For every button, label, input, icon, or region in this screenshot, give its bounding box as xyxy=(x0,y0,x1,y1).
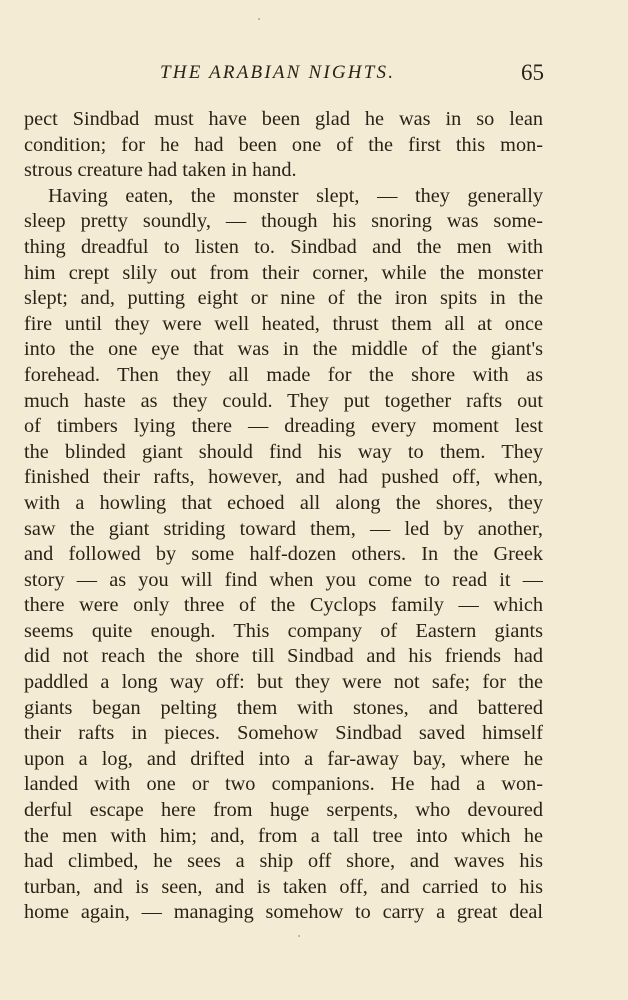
text-line: derful escape here from huge serpents, who devoured xyxy=(24,799,543,822)
text-line: story — as you will find when you come to read it — xyxy=(24,568,543,591)
text-line: seems quite enough. This company of Eastern giants xyxy=(24,619,543,642)
text-line: strous creature had taken in hand. xyxy=(24,159,297,182)
text-line: did not reach the shore till Sindbad and his friends had xyxy=(24,645,543,668)
text-line: turban, and is seen, and is taken off, and carried to his xyxy=(24,875,543,898)
text-line: finished their rafts, however, and had pushed off, when, xyxy=(24,466,543,489)
running-head xyxy=(24,60,544,90)
text-line: with a howling that echoed all along the shores, they xyxy=(24,491,543,514)
text-line: landed with one or two companions. He had a won- xyxy=(24,773,543,796)
text-line: fire until they were well heated, thrust them all at once xyxy=(24,312,543,335)
paper-speck xyxy=(298,935,300,937)
text-line: slept; and, putting eight or nine of the iron spits in the xyxy=(24,287,543,310)
text-line: home again, — managing somehow to carry a great deal xyxy=(24,901,543,924)
text-line: the men with him; and, from a tall tree into which he xyxy=(24,824,543,847)
text-line: and followed by some half-dozen others. In the Greek xyxy=(24,543,543,566)
text-line: much haste as they could. They put together rafts out xyxy=(24,389,543,412)
text-line: saw the giant striding toward them, — led by another, xyxy=(24,517,543,540)
text-line: paddled a long way off: but they were not safe; for the xyxy=(24,671,543,694)
text-line: had climbed, he sees a ship off shore, and waves his xyxy=(24,850,543,873)
text-line: upon a log, and drifted into a far-away bay, where he xyxy=(24,747,543,770)
text-line: their rafts in pieces. Somehow Sindbad saved himself xyxy=(24,722,543,745)
text-line: forehead. Then they all made for the shore with as xyxy=(24,363,543,386)
text-line: into the one eye that was in the middle of the giant's xyxy=(24,338,543,361)
text-line: of timbers lying there — dreading every moment lest xyxy=(24,415,543,438)
paper-speck xyxy=(258,18,260,20)
running-title: THE ARABIAN NIGHTS. xyxy=(160,62,396,83)
text-line: giants began pelting them with stones, and battered xyxy=(24,696,543,719)
body-text xyxy=(24,107,543,926)
text-line: pect Sindbad must have been glad he was in so lean xyxy=(24,108,543,130)
text-line: sleep pretty soundly, — though his snoring was some- xyxy=(24,210,543,233)
text-line: there were only three of the Cyclops family — which xyxy=(24,594,543,617)
page-number: 65 xyxy=(521,60,544,85)
text-line: Having eaten, the monster slept, — they generally xyxy=(48,184,543,207)
text-line: thing dreadful to listen to. Sindbad and the men with xyxy=(24,235,543,258)
text-line: him crept slily out from their corner, while the monster xyxy=(24,261,543,284)
text-line: condition; for he had been one of the first this mon- xyxy=(24,133,543,156)
text-line: the blinded giant should find his way to them. They xyxy=(24,440,543,463)
